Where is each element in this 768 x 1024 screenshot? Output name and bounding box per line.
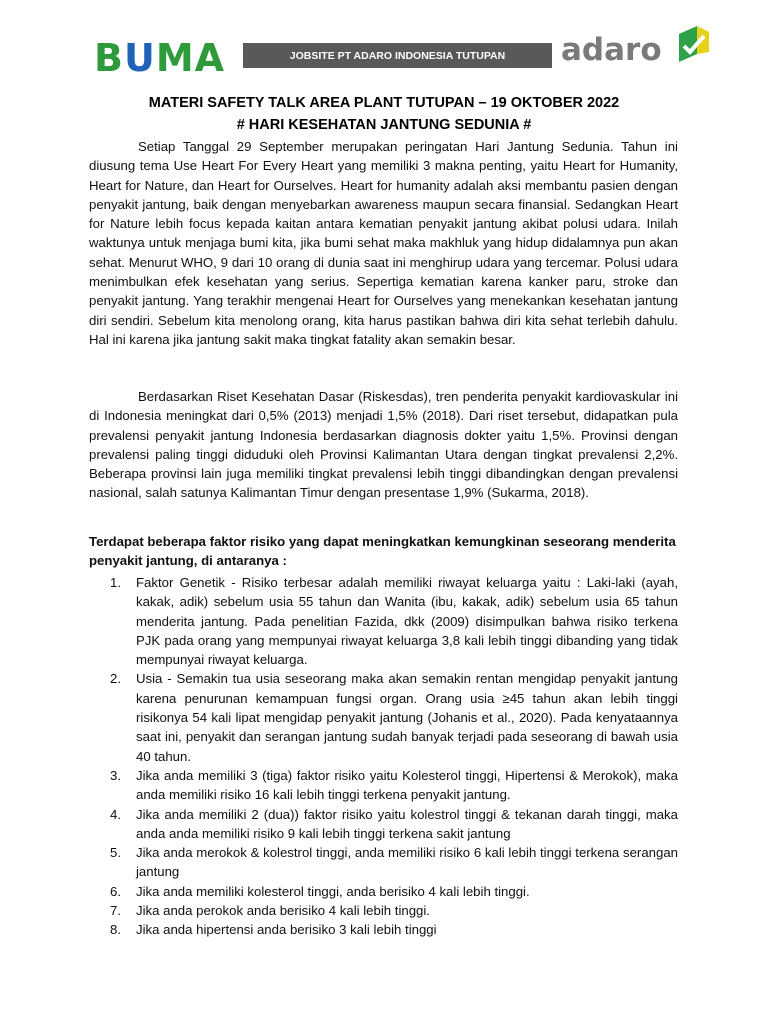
list-item — [89, 573, 678, 669]
list-item-number: 4. — [110, 806, 121, 822]
list-item — [89, 901, 678, 920]
list-item — [89, 805, 678, 844]
risk-factors-intro: Terdapat beberapa faktor risiko yang dapat meningkatkan kemungkinan seseorang menderita penyakit jantung, di antaranya : — [89, 534, 676, 569]
list-item-number: 1. — [110, 575, 121, 590]
buma-logo-ma: MA — [155, 36, 226, 80]
list-item-number: 5. — [110, 845, 121, 861]
list-item-text: Jika anda memiliki kolesterol tinggi, anda berisiko 4 kali lebih tinggi. — [136, 883, 530, 899]
buma-logo-u: U — [123, 36, 156, 80]
list-item-text: Faktor Genetik - Risiko terbesar adalah memiliki riwayat keluarga yaitu : Laki-laki (ayah, kakak, adik) sebelum usia 55 tahun dan Wanita (ibu, kakak, adik) sebelum usia 65 tahun menderita jantung. Pada penelitian Fazida, dkk (2009) disimpulkan bahwa risiko terkena PJK pada orang yang mempunyai riwayat keluarga 3,8 kali lebih tinggi dibanding yang tidak mempunyai riwayat keluarga. — [136, 575, 678, 668]
list-item-number: 2. — [110, 671, 121, 687]
list-item-number: 8. — [110, 922, 121, 938]
list-item-number: 6. — [110, 883, 121, 899]
jobsite-banner — [243, 43, 552, 68]
list-item — [89, 669, 678, 765]
adaro-logo-text: adaro — [561, 32, 662, 68]
list-item — [89, 882, 678, 901]
document-header — [0, 0, 768, 95]
list-item — [89, 843, 678, 882]
list-item-number: 7. — [110, 903, 121, 919]
list-item-text: Jika anda memiliki 3 (tiga) faktor risiko yaitu Kolesterol tinggi, Hipertensi & Merokok), maka anda memiliki risiko 16 kali lebih tinggi terkena penyakit jantung. — [136, 767, 678, 803]
list-item-text: Jika anda hipertensi anda berisiko 3 kali lebih tinggi — [136, 922, 437, 938]
list-item — [89, 766, 678, 805]
list-item-text: Jika anda memiliki 2 (dua)) faktor risiko yaitu kolestrol tinggi & tekanan darah tinggi, maka anda anda memiliki risiko 9 kali lebih tinggi terkena sakit jantung — [136, 806, 678, 841]
document-subtitle: # HARI KESEHATAN JANTUNG SEDUNIA # — [236, 117, 532, 133]
list-item-number: 3. — [110, 767, 121, 783]
list-item-text: Jika anda perokok anda berisiko 4 kali lebih tinggi. — [136, 903, 430, 919]
paragraph-statistics: Berdasarkan Riset Kesehatan Dasar (Riskesdas), tren penderita penyakit kardiovaskular ini di Indonesia meningkat dari 0,5% (2013) menjadi 1,5% (2018). Dari riset tersebut, didapatkan pula prevalensi penyakit jantung Indonesia berdasarkan diagnosis dokter yaitu 1,5%. Provinsi dengan prevalensi paling tinggi diduduki oleh Provinsi Kalimantan Utara dengan tingkat prevalensi 2,2%. Beberapa provinsi lain juga memiliki tingkat prevalensi lebih tinggi dibandingkan dengan prevalensi nasional, salah satunya Kalimantan Timur dengan presentase 1,9% (Sukarma, 2018). — [89, 389, 678, 501]
jobsite-label: JOBSITE PT ADARO INDONESIA TUTUPAN — [289, 49, 506, 62]
adaro-mark-icon — [675, 24, 711, 64]
document-title: MATERI SAFETY TALK AREA PLANT TUTUPAN – 19 OKTOBER 2022 — [148, 95, 620, 111]
paragraph-intro: Setiap Tanggal 29 September merupakan peringatan Hari Jantung Sedunia. Tahun ini diusung tema Use Heart For Every Heart yang memiliki 3 makna penting, yaitu Heart for Humanity, Heart for Nature, dan Heart for Ourselves. Heart for humanity adalah aksi membantu pasien dengan penyakit jantung, baik dengan menyebarkan awareness maupun secara finansial. Sedangkan Heart for Nature lebih focus kepada kaitan antara kematian penyakit jantung akibat polusi udara. Inilah waktunya untuk menjaga bumi kita, jika bumi sehat maka makhluk yang hidup didalamnya pun akan sehat. Menurut WHO, 9 dari 10 orang di dunia saat ini menghirup udara yang tercemar. Polusi udara menimbulkan efek kesehatan yang serius. Sepertiga kematian karena kanker paru, stroke dan penyakit jantung. Yang terakhir mengenai Heart for Ourselves yang menekankan kesehatan jantung diri sendiri. Sebelum kita menolong orang, kita harus pastikan bahwa diri kita sehat terlebih dahulu. Hal ini karena jika jantung sakit maka tingkat fatality akan semakin besar. — [89, 139, 678, 347]
list-item-text: Usia - Semakin tua usia seseorang maka akan semakin rentan mengidap penyakit jantung karena penurunan kemampuan fungsi organ. Orang usia ≥45 tahun akan lebih tinggi risikonya 54 kali lipat mengidap penyakit jantung (Johanis et al., 2020). Pada kenyataannya saat ini, penyakit dan serangan jantung sudah banyak terjadi pada seseorang di bawah usia 40 tahun. — [136, 671, 678, 764]
buma-logo — [94, 36, 225, 80]
risk-factor-list — [89, 573, 678, 940]
list-item — [89, 920, 678, 939]
buma-logo-b: B — [94, 36, 124, 80]
list-item-text: Jika anda merokok & kolestrol tinggi, anda memiliki risiko 6 kali lebih tinggi terkena serangan jantung — [136, 845, 678, 880]
